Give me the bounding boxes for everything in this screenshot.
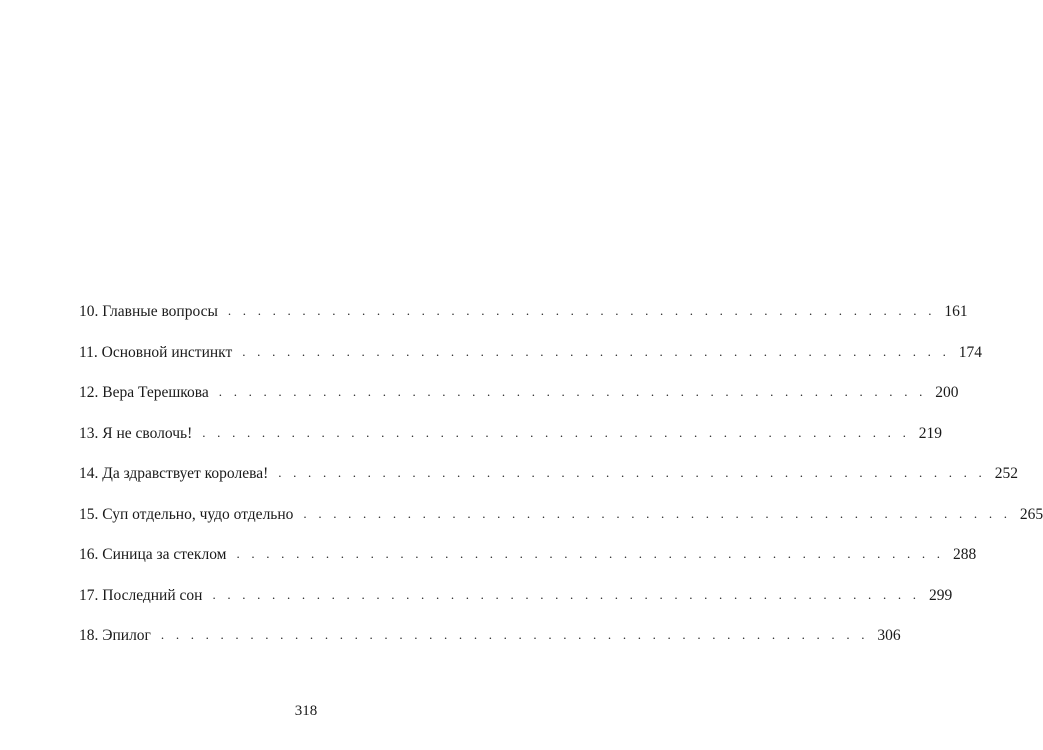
toc-entry-page: 252: [994, 465, 1018, 482]
toc-entry-title: 12. Вера Терешкова: [79, 384, 209, 401]
toc-entry-title: 13. Я не сволочь!: [79, 424, 193, 442]
toc-entry: [79, 343, 983, 384]
table-of-contents: [79, 302, 1043, 667]
toc-entry-title: 18. Эпилог: [79, 627, 151, 644]
toc-entry-title: 11. Основной инстинкт: [79, 343, 233, 361]
toc-entry-page: 265: [1019, 505, 1043, 523]
toc-entry: [79, 545, 977, 586]
toc-entry: [79, 626, 901, 667]
toc-entry-title: 14. Да здравствует королева!: [79, 465, 269, 482]
dot-leader: . . . . . . . . . . . . . . . . . . . . . . . . . . . . . . . . . . . . . . . . . . . . . . . .: [227, 303, 936, 318]
dot-leader: . . . . . . . . . . . . . . . . . . . . . . . . . . . . . . . . . . . . . . . . . . . . . . . .: [303, 505, 1012, 521]
toc-entry-page: 219: [918, 424, 943, 442]
toc-entry-page: 306: [877, 627, 901, 644]
dot-leader: . . . . . . . . . . . . . . . . . . . . . . . . . . . . . . . . . . . . . . . . . . . . . . . .: [236, 546, 945, 561]
toc-entry: [79, 302, 968, 343]
toc-entry-title: 15. Суп отдельно, чудо отдельно: [79, 505, 294, 523]
toc-entry: [79, 424, 943, 465]
dot-leader: . . . . . . . . . . . . . . . . . . . . . . . . . . . . . . . . . . . . . . . . . . . . . . . .: [218, 384, 927, 399]
toc-entry-page: 161: [944, 303, 968, 320]
toc-entry-title: 16. Синица за стеклом: [79, 546, 227, 563]
toc-entry: [79, 464, 1018, 505]
toc-entry-page: 288: [952, 546, 977, 563]
toc-entry-page: 299: [928, 586, 953, 604]
dot-leader: . . . . . . . . . . . . . . . . . . . . . . . . . . . . . . . . . . . . . . . . . . . . . . . .: [212, 586, 921, 602]
toc-entry-title: 10. Главные вопросы: [79, 303, 218, 320]
toc-entry-page: 200: [935, 384, 959, 401]
toc-entry: [79, 505, 1043, 546]
dot-leader: . . . . . . . . . . . . . . . . . . . . . . . . . . . . . . . . . . . . . . . . . . . . . . . .: [160, 627, 869, 642]
dot-leader: . . . . . . . . . . . . . . . . . . . . . . . . . . . . . . . . . . . . . . . . . . . . . . . .: [278, 465, 986, 480]
dot-leader: . . . . . . . . . . . . . . . . . . . . . . . . . . . . . . . . . . . . . . . . . . . . . . . .: [202, 424, 911, 440]
toc-entry-page: 174: [958, 343, 983, 361]
dot-leader: . . . . . . . . . . . . . . . . . . . . . . . . . . . . . . . . . . . . . . . . . . . . . . . .: [242, 343, 951, 359]
toc-entry: [79, 383, 959, 424]
toc-entry-title: 17. Последний сон: [79, 586, 203, 604]
toc-entry: [79, 586, 953, 627]
page-number: 318: [294, 703, 318, 719]
